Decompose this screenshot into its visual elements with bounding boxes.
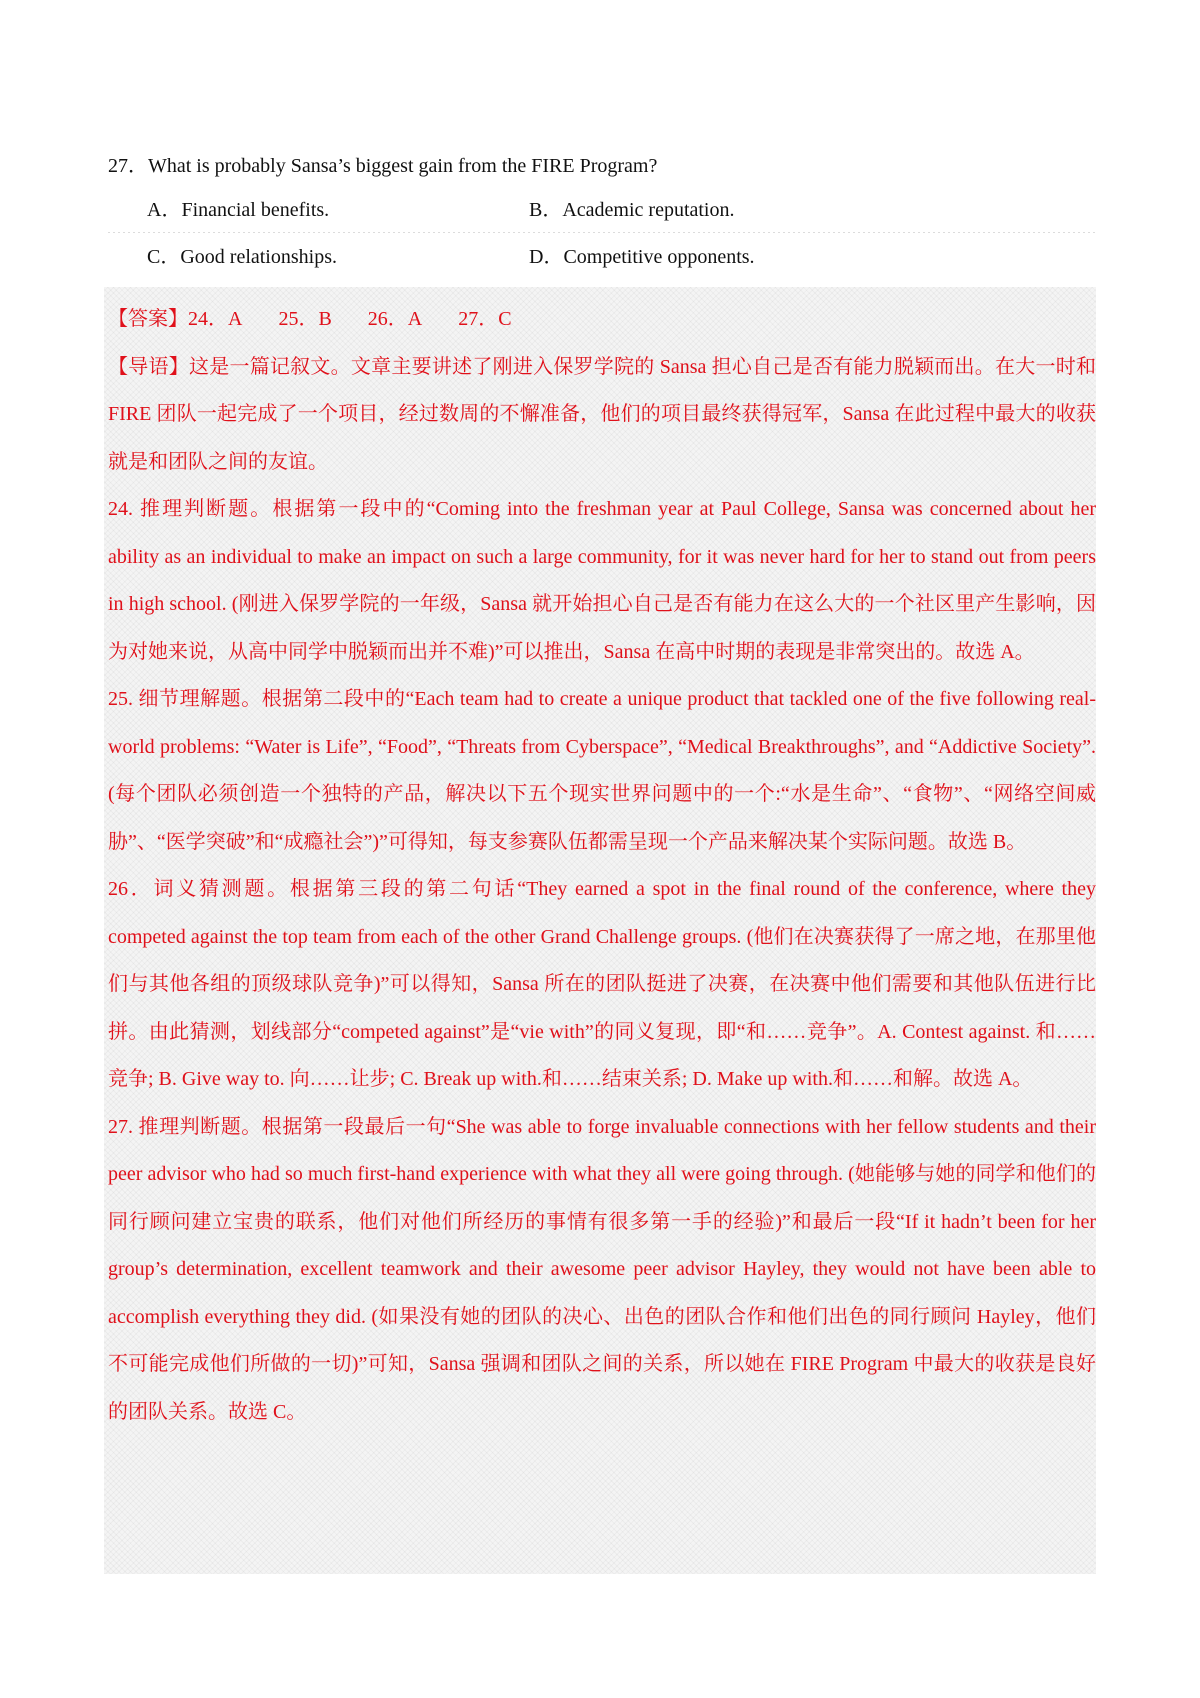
options-row-2 <box>108 243 1098 290</box>
guide-paragraph <box>108 344 1096 487</box>
question-27 <box>108 152 1098 290</box>
guide-text: 这是一篇记叙文。文章主要讲述了刚进入保罗学院的 Sansa 担心自己是否有能力脱颖而出。在大一时和 FIRE 团队一起完成了一个项目，经过数周的不懈准备，他们的项目最终获得冠军，Sansa 在此过程中最大的收获就是和团队之间的友谊。 <box>108 355 1096 473</box>
option-b: B．Academic reputation. <box>529 199 735 221</box>
question-stem: 27．What is probably Sansa’s biggest gain from the FIRE Program? <box>108 155 658 177</box>
explanation-24: 24. 推理判断题。根据第一段中的“Coming into the freshman year at Paul College, Sansa was concerned about her ability as an individual to make an impact on such a large community, for it was never hard for her to stand out from peers in high school. (刚进入保罗学院的一年级，Sansa 就开始担心自己是否有能力在这么大的一个社区里产生影响，因为对她来说，从高中同学中脱颖而出并不难)”可以推出，Sansa 在高中时期的表现是非常突出的。故选 A。 <box>108 498 1096 663</box>
explanation-26: 26．词义猜测题。根据第三段的第二句话“They earned a spot in the final round of the conference, where they competed against the top team from each of the other Grand Challenge groups. (他们在决赛获得了一席之地，在那里他们与其他各组的顶级球队竞争)”可以得知，Sansa 所在的团队挺进了决赛，在决赛中他们需要和其他队伍进行比拼。由此猜测，划线部分“competed against”是“vie with”的同义复现，即“和……竞争”。A. Contest against. 和……竞争; B. Give way to. 向……让步; C. Break up with.和……结束关系; D. Make up with.和……和解。故选 A。 <box>108 878 1096 1090</box>
option-c: C．Good relationships. <box>147 246 337 268</box>
answer-item-26: 26．A <box>367 308 423 330</box>
answer-item-24: 24．A <box>188 308 243 330</box>
explanation-27: 27. 推理判断题。根据第一段最后一句“She was able to forge invaluable connections with her fellow students and their peer advisor who had so much first-hand experience with what they all were going through. (她能够与她的同学和他们的同行顾问建立宝贵的联系，他们对他们所经历的事情有很多第一手的经验)”和最后一段“If it hadn’t been for her group’s determination, excellent teamwork and their awesome peer advisor Hayley, they would not have been able to accomplish everything they did. (如果没有她的团队的决心、出色的团队合作和他们出色的同行顾问 Hayley，他们不可能完成他们所做的一切)”可知，Sansa 强调和团队之间的关系，所以她在 FIRE Program 中最大的收获是良好的团队关系。故选 C。 <box>108 1115 1096 1423</box>
options-row-1 <box>108 196 1098 243</box>
guide-header: 【导语】 <box>108 355 189 378</box>
option-a: A．Financial benefits. <box>147 199 330 221</box>
answer-explanation <box>108 296 1096 1436</box>
answer-header: 【答案】 <box>108 308 188 330</box>
option-d: D．Competitive opponents. <box>529 246 755 268</box>
answer-key-line <box>108 296 1096 344</box>
answer-item-25: 25．B <box>278 308 332 330</box>
explanation-25: 25. 细节理解题。根据第二段中的“Each team had to create a unique product that tackled one of the five following real-world problems: “Water is Life”, “Food”, “Threats from Cyberspace”, “Medical Breakthroughs”, and “Addictive Society”. (每个团队必须创造一个独特的产品，解决以下五个现实世界问题中的一个:“水是生命”、“食物”、“网络空间威胁”、“医学突破”和“成瘾社会”)”可得知，每支参赛队伍都需呈现一个产品来解决某个实际问题。故选 B。 <box>108 688 1096 853</box>
answer-item-27: 27．C <box>458 308 512 330</box>
